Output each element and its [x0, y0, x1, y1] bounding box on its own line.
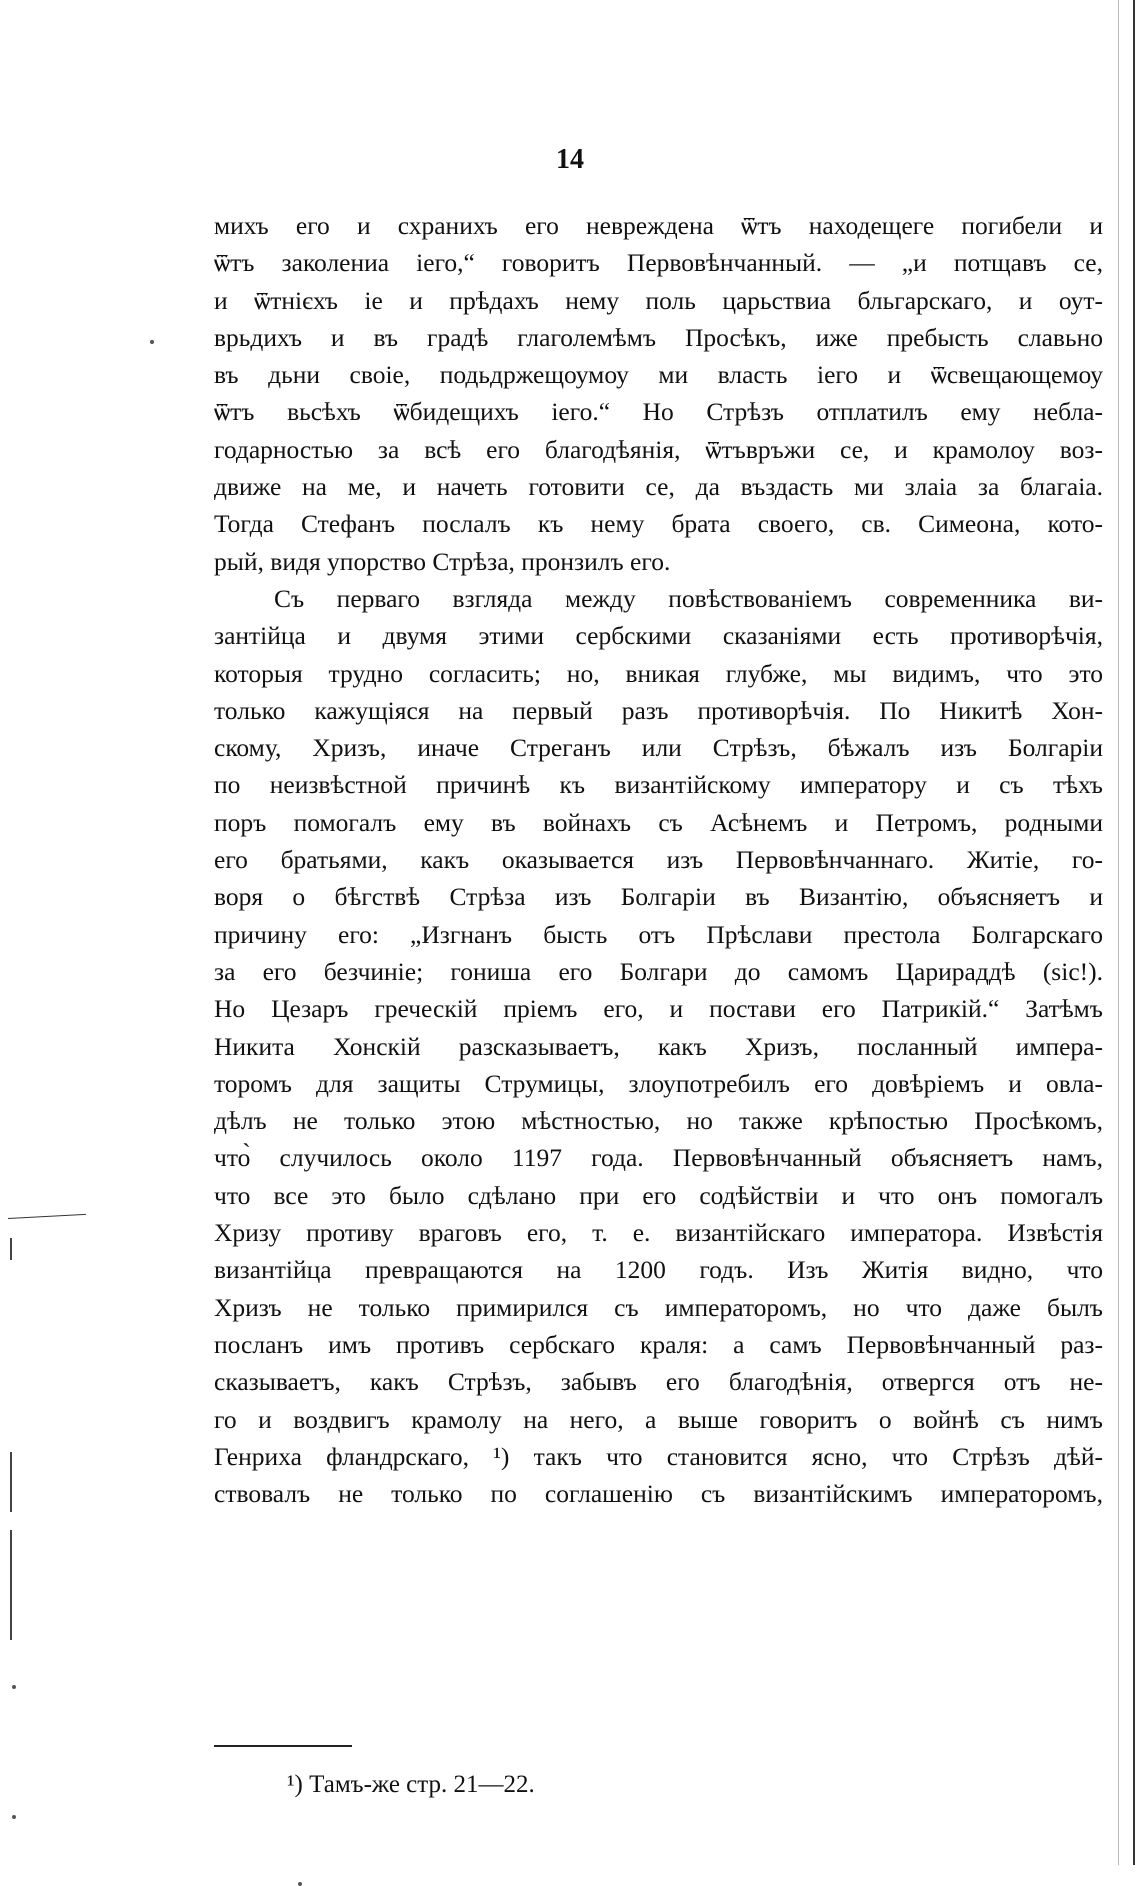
paragraph-first-line: Съ перваго взгляда между повѣствованіемъ современника ви- — [274, 583, 1103, 613]
binding-edge-shadow — [1118, 0, 1119, 1865]
binding-edge-line — [1133, 0, 1135, 1865]
text-line: михъ его и схранихъ его невреждена ѿтъ находещеге погибели и — [214, 211, 1103, 240]
margin-tick-mark — [10, 1530, 12, 1640]
text-line: зантійца и двумя этими сербскими сказаніями есть противорѣчія, — [214, 621, 1103, 651]
text-line: его братьями, какъ оказывается изъ Первовѣнчаннаго. Житіе, го- — [214, 845, 1103, 875]
text-line: ѿтъ заколениа іего,“ говоритъ Первовѣнчанный. — „и потщавъ се, — [214, 248, 1103, 278]
margin-speck — [150, 340, 154, 344]
text-line: въ дьни своіе, подьдржещоумоу ми власть іего и ѿсвещающемоу — [214, 360, 1103, 390]
text-line: Тогда Стефанъ послалъ къ нему брата своего, св. Симеона, кото- — [214, 509, 1103, 539]
text-line: торомъ для защиты Струмицы, злоупотребилъ его довѣріемъ и овла- — [214, 1068, 1103, 1098]
text-line: го и воздвигъ крамолу на него, а выше говоритъ о войнѣ съ нимъ — [214, 1404, 1103, 1434]
text-line: византійца превращаются на 1200 годъ. Изъ Житія видно, что — [214, 1255, 1103, 1285]
text-line: по неизвѣстной причинѣ къ византійскому императору и съ тѣхъ — [214, 770, 1103, 800]
text-line: посланъ имъ противъ сербскаго краля: а самъ Первовѣнчанный раз- — [214, 1329, 1103, 1359]
margin-tick-mark — [10, 1238, 12, 1260]
margin-pencil-mark — [8, 1214, 86, 1219]
text-line: поръ помогалъ ему въ войнахъ съ Асѣнемъ и Петромъ, родными — [214, 807, 1103, 837]
text-line: Но Цезаръ греческій пріемъ его, и постави его Патрикій.“ Затѣмъ — [214, 994, 1103, 1024]
text-line: скому, Хризъ, иначе Стреганъ или Стрѣзъ, бѣжалъ изъ Болгаріи — [214, 733, 1103, 763]
page-number: 14 — [556, 144, 584, 175]
text-line: годарностью за всѣ его благодѣянія, ѿтъвръжи се, и крамолоу воз- — [214, 434, 1103, 464]
text-line: за его безчиніе; гониша его Болгари до самомъ Царираддѣ (sic!). — [214, 956, 1103, 986]
margin-tick-mark — [10, 1452, 12, 1512]
text-line: дѣлъ не только этою мѣстностью, но также крѣпостью Просѣкомъ, — [214, 1106, 1103, 1136]
margin-speck — [12, 1685, 16, 1689]
text-line: рый, видя упорство Стрѣза, пронзилъ его. — [214, 546, 671, 576]
text-line: которыя трудно согласить; но, вникая глубже, мы видимъ, что это — [214, 658, 1103, 688]
text-line: Генриха фландрскаго, ¹) такъ что становится ясно, что Стрѣзъ дѣй- — [214, 1441, 1103, 1471]
text-line: Хризу противу враговъ его, т. е. византійскаго императора. Извѣстія — [214, 1218, 1103, 1248]
margin-speck — [298, 1882, 302, 1886]
footnote-separator — [214, 1745, 352, 1747]
text-line: ствовалъ не только по соглашенію съ византійскимъ императоромъ, — [214, 1479, 1103, 1509]
text-line: врьдихъ и въ градѣ глаголемѣмъ Просѣкъ, иже пребысть славьно — [214, 322, 1103, 352]
text-line: движе на ме, и начеть готовити се, да въздасть ми злаіа за благаіа. — [214, 472, 1103, 502]
text-line: причину его: „Изгнанъ бысть отъ Прѣслави престола Болгарскаго — [214, 919, 1103, 949]
text-line: и ѿтнієхъ іе и прѣдахъ нему поль царьствиа бльгарскаго, и оут- — [214, 285, 1103, 315]
text-line: сказываетъ, какъ Стрѣзъ, забывъ его благодѣнія, отвергся отъ не- — [214, 1367, 1103, 1397]
text-line: Никита Хонскій разсказываетъ, какъ Хризъ, посланный импера- — [214, 1031, 1103, 1061]
text-line: что̀ случилось около 1197 года. Первовѣнчанный объясняетъ намъ, — [214, 1143, 1103, 1173]
body-text — [214, 207, 1103, 1512]
text-line: ѿтъ вьсѣхъ ѿбидещихъ іего.“ Но Стрѣзъ отплатилъ ему небла- — [214, 397, 1103, 427]
text-line: что все это было сдѣлано при его содѣйствіи и что онъ помогалъ — [214, 1180, 1103, 1210]
text-line: воря о бѣгствѣ Стрѣза изъ Болгаріи въ Византію, объясняетъ и — [214, 882, 1103, 912]
text-line: Хризъ не только примирился съ императоромъ, но что даже былъ — [214, 1292, 1103, 1322]
margin-speck — [12, 1815, 16, 1819]
text-line: только кажущіяся на первый разъ противорѣчія. По Никитѣ Хон- — [214, 695, 1103, 725]
footnote: ¹) Тамъ-же стр. 21—22. — [287, 1771, 535, 1798]
